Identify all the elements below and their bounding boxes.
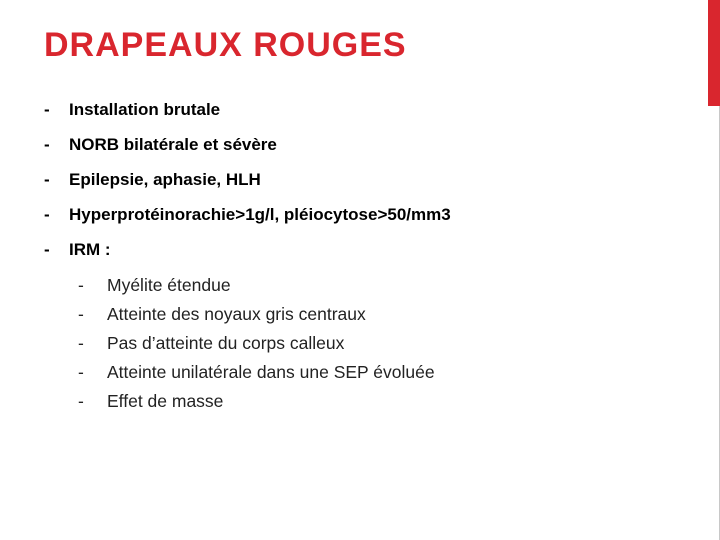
slide-title: DRAPEAUX ROUGES (44, 26, 407, 64)
bullet-list (44, 92, 684, 416)
sub-bullet-text: Pas d’atteinte du corps calleux (107, 333, 345, 353)
bullet-item (44, 162, 684, 197)
sub-bullet-item (78, 271, 684, 300)
bullet-item (44, 197, 684, 232)
sub-bullet-dash: - (78, 304, 84, 324)
bullet-text: Epilepsie, aphasie, HLH (69, 169, 261, 189)
bullet-dash: - (44, 169, 50, 189)
sub-bullet-item (78, 300, 684, 329)
bullet-item (44, 127, 684, 162)
bullet-dash: - (44, 239, 50, 259)
sub-bullet-dash: - (78, 333, 84, 353)
bullet-text: IRM : (69, 239, 111, 259)
bullet-dash: - (44, 134, 50, 154)
sub-bullet-list (78, 271, 684, 416)
sub-bullet-text: Effet de masse (107, 391, 224, 411)
bullet-text: NORB bilatérale et sévère (69, 134, 277, 154)
sub-bullet-text: Myélite étendue (107, 275, 231, 295)
bullet-dash: - (44, 99, 50, 119)
bullet-text: Installation brutale (69, 99, 221, 119)
sub-bullet-item (78, 387, 684, 416)
sub-bullet-item (78, 358, 684, 387)
sub-bullet-dash: - (78, 362, 84, 382)
bullet-text: Hyperprotéinorachie>1g/l, pléiocytose>50/mm3 (69, 204, 451, 224)
sub-bullet-dash: - (78, 391, 84, 411)
sub-bullet-text: Atteinte des noyaux gris centraux (107, 304, 366, 324)
bullet-item (44, 232, 684, 267)
sub-bullet-item (78, 329, 684, 358)
sub-bullet-text: Atteinte unilatérale dans une SEP évoluée (107, 362, 435, 382)
sub-bullet-dash: - (78, 275, 84, 295)
accent-bar (708, 0, 720, 106)
bullet-dash: - (44, 204, 50, 224)
bullet-item (44, 92, 684, 127)
